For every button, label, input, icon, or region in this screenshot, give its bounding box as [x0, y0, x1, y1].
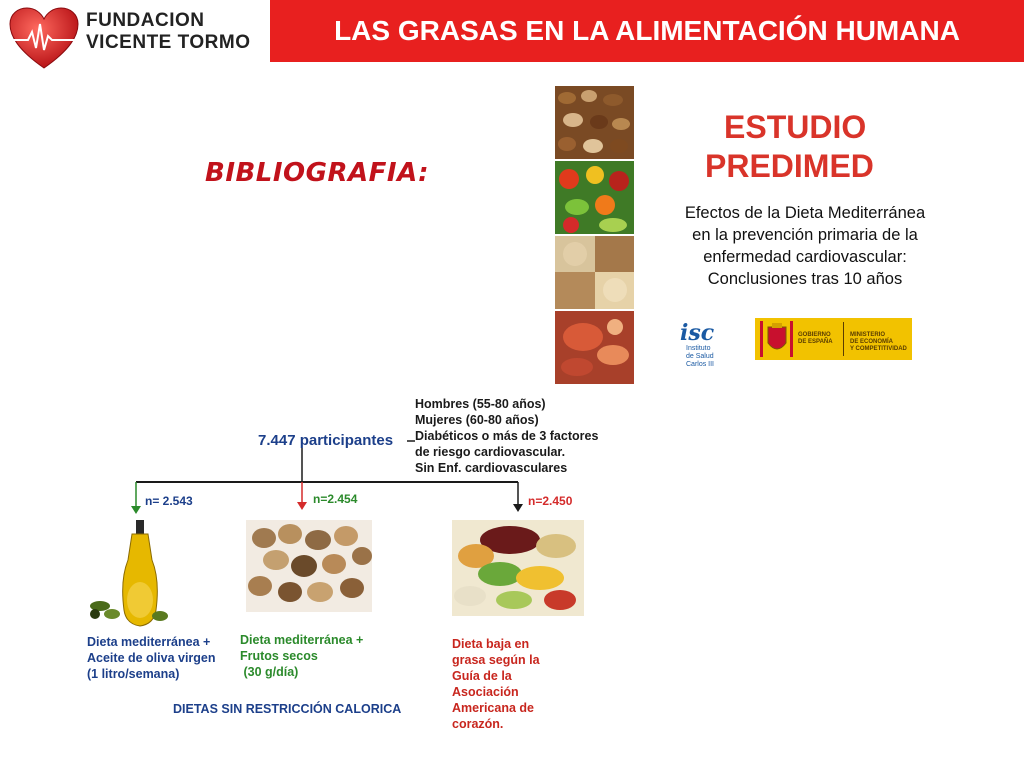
ministerio-text-line: Y COMPETITIVIDAD	[850, 346, 907, 352]
participants-count: 7.447 participantes	[258, 432, 394, 449]
arrow-1-head-icon	[131, 506, 141, 514]
walnuts-image	[246, 520, 372, 612]
criteria-line: Hombres (55-80 años)	[415, 397, 546, 411]
low-fat-foods-image	[452, 520, 584, 616]
group-1-n: n= 2.543	[145, 494, 193, 508]
diet-line: Guía de la	[452, 669, 512, 683]
diet-line: grasa según la	[452, 653, 540, 667]
diet-line: (1 litro/semana)	[87, 667, 180, 681]
diagram-footer: DIETAS SIN RESTRICCIÓN CALORICA	[173, 702, 402, 716]
criteria-line: Sin Enf. cardiovasculares	[415, 461, 568, 475]
diet-line: Dieta mediterránea +	[87, 635, 211, 649]
criteria-line: Diabéticos o más de 3 factores	[415, 429, 599, 443]
diet-line: (30 g/día)	[240, 665, 299, 679]
ministerio-text-line: DE ECONOMÍA	[850, 339, 894, 345]
diet-line: Aceite de oliva virgen	[87, 651, 216, 665]
isciii-text-line: Carlos III	[686, 361, 715, 368]
description-line: enfermedad cardiovascular:	[703, 248, 907, 266]
group-3-diet	[452, 636, 562, 732]
description-line: Efectos de la Dieta Mediterránea	[684, 204, 926, 222]
isciii-text-line: Instituto	[686, 345, 711, 352]
description-line: en la prevención primaria de la	[692, 226, 918, 244]
logo-line-1: FUNDACION	[86, 10, 205, 31]
diet-line: Dieta mediterránea +	[240, 633, 364, 647]
ministerio-text-line: MINISTERIO	[850, 332, 886, 338]
group-2-diet	[240, 632, 363, 680]
diet-line: Dieta baja en	[452, 637, 530, 651]
slide-title: LAS GRASAS EN LA ALIMENTACIÓN HUMANA	[334, 15, 960, 46]
logo-line-2: VICENTE TORMO	[86, 32, 251, 53]
arrow-2-head-icon	[297, 502, 307, 510]
diet-line: Frutos secos	[240, 649, 318, 663]
inclusion-criteria	[415, 396, 598, 476]
estudio-title-line2: PREDIMED	[705, 148, 874, 184]
estudio-title-line1: ESTUDIO	[724, 109, 867, 145]
diet-line: Asociación	[452, 685, 519, 699]
isciii-text-line: de Salud	[686, 353, 714, 360]
criteria-line: de riesgo cardiovascular.	[415, 445, 566, 459]
arrow-3-head-icon	[513, 504, 523, 512]
olive-oil-image	[82, 520, 168, 628]
diet-line: corazón.	[452, 717, 504, 731]
group-2-n: n=2.454	[313, 492, 358, 506]
criteria-line: Mujeres (60-80 años)	[415, 413, 539, 427]
group-3-n: n=2.450	[528, 494, 573, 508]
description-line: Conclusiones tras 10 años	[707, 270, 903, 288]
group-1-diet	[87, 634, 216, 682]
diet-line: Americana de	[452, 701, 534, 715]
bibliografia-heading: BIBLIOGRAFIA:	[205, 158, 430, 188]
gobierno-text-line: DE ESPAÑA	[798, 339, 833, 345]
gobierno-text-line: GOBIERNO	[798, 332, 831, 338]
isciii-mark: isc	[680, 320, 715, 346]
